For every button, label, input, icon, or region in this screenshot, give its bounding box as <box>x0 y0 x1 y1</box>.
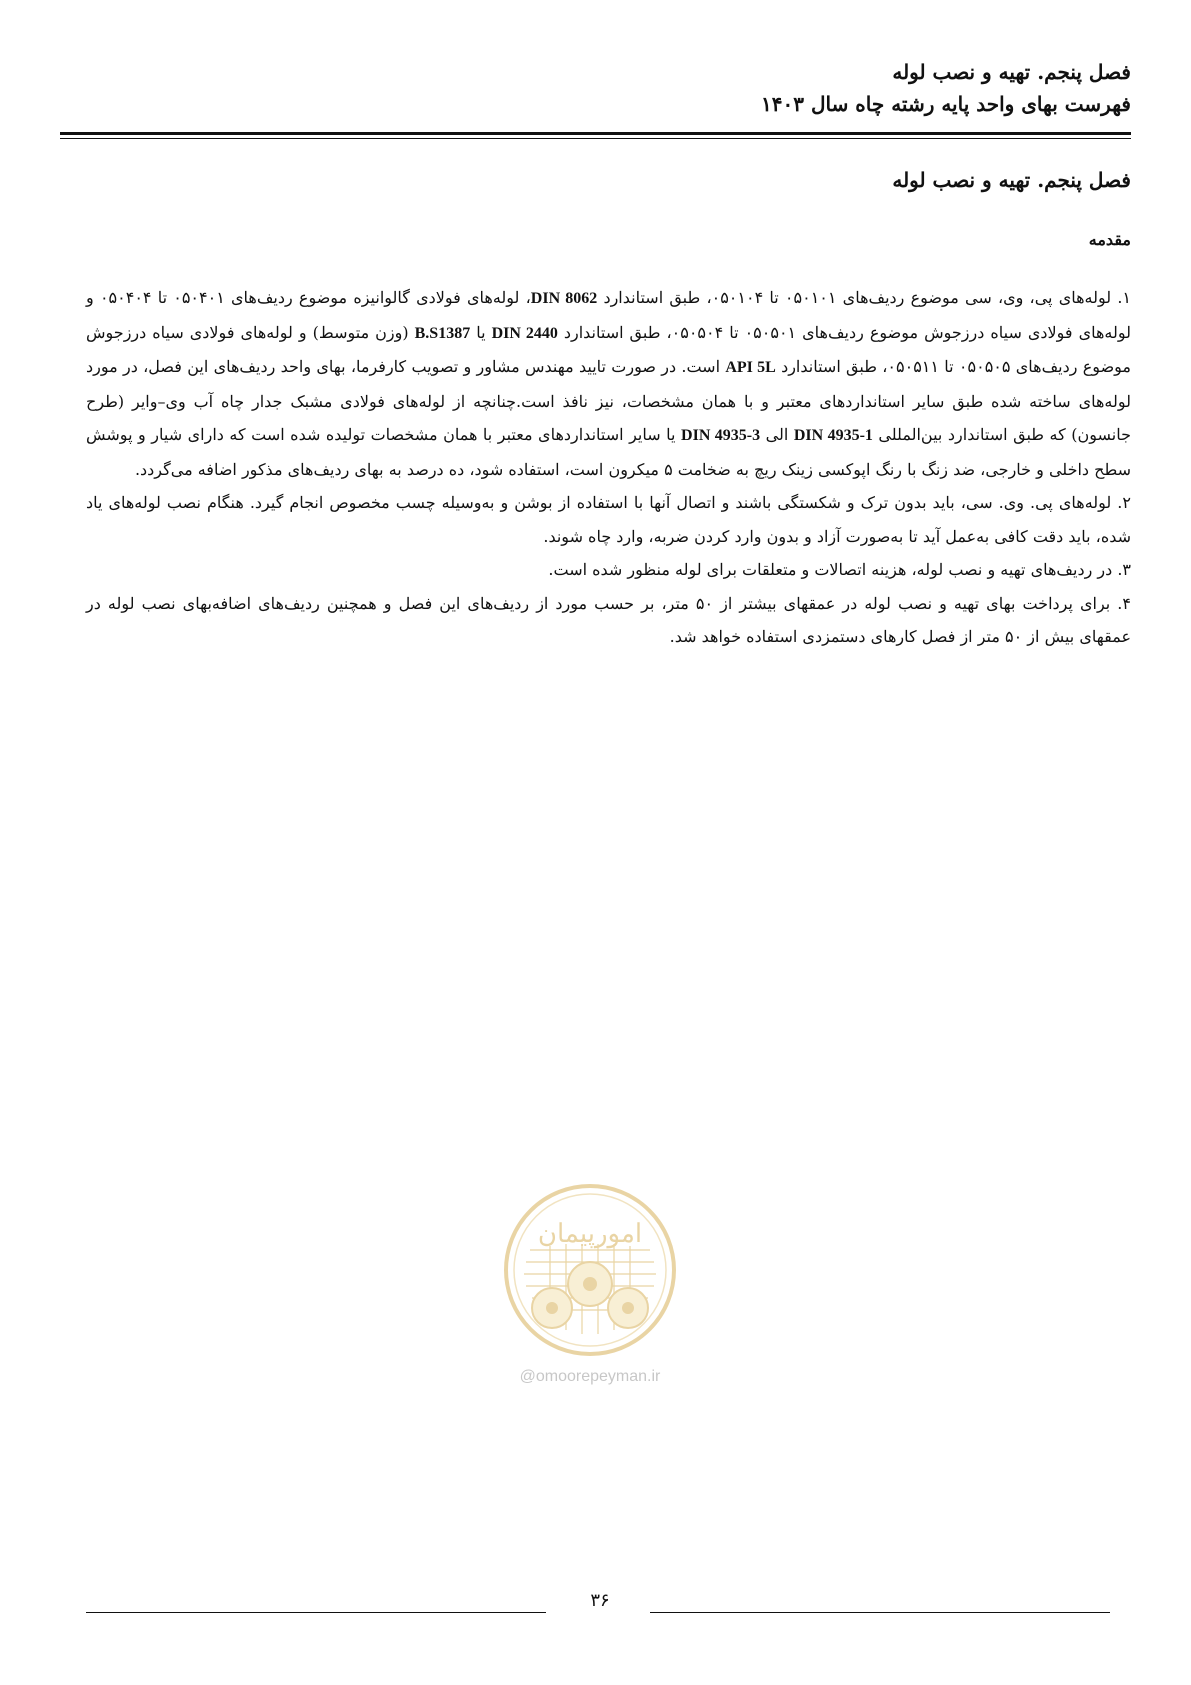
p1-text-c: ، لوله‌های فولادی گالوانیزه موضوع ردیف‌های ۰۵۰۴۰۱ تا ۰۵۰۴۰۴ و لوله‌های فولادی سیاه درزجوش موضوع ردیف‌های ۰۵۰۵۰۱ تا ۰۵۰۵۰۴، طبق استاندارد <box>86 288 1131 342</box>
paragraph-1 <box>86 281 1131 486</box>
p1-text-e: یا <box>476 322 486 342</box>
chapter-title: فصل پنجم. تهیه و نصب لوله <box>892 168 1131 192</box>
p1-text-m: یا سایر استانداردهای معتبر با همان مشخصات تولیده شده است که دارای شیار و پوشش سطح داخلی و خارجی، ضد زنگ با رنگ اپوکسی زینک ریچ به ضخامت ۵ میکرون است، استفاده شود، ده درصد به بهای ردیف‌های مذکور اضافه می‌گردد. <box>86 425 1131 479</box>
p1-text-a: ۱. لوله‌های پی، وی، سی موضوع ردیف‌های ۰۵۰۱۰۱ تا ۰۵۰۱۰۴، طبق استاندارد <box>603 288 1132 307</box>
p1-text-k: الی <box>765 425 789 444</box>
paragraph-2: ۲. لوله‌های پی. وی. سی، باید بدون ترک و شکستگی باشند و اتصال آنها با استفاده از بوشن و به‌وسیله چسب مخصوص انجام گیرد. هنگام نصب لوله‌های یاد شده، باید دقت کافی به‌عمل آید تا به‌صورت آزاد و بدون وارد کردن ضربه، وارد چاه شوند. <box>86 493 1131 546</box>
p1-text-g: (وزن متوسط) و لوله‌های فولادی سیاه درزجوش موضوع ردیف‌های ۰۵۰۵۰۵ تا ۰۵۰۵۱۱، طبق استاندارد <box>86 322 1131 376</box>
watermark <box>500 1180 680 1386</box>
header-document-title: فهرست بهای واحد پایه رشته چاه سال ۱۴۰۳ <box>761 92 1131 116</box>
page-number: ۳۶ <box>590 1590 610 1611</box>
p1-text-i: است. در صورت تایید مهندس مشاور و تصویب کارفرما، بهای واحد ردیف‌های این فصل، در مورد لوله‌های ساخته شده طبق سایر استانداردهای معتبر و با همان مشخصات، نیز نافذ است.چنانچه از لوله‌های فولادی مشبک جدار چاه آب وی–وایر (طرح جانسون) که طبق استاندارد بین‌المللی <box>86 357 1131 444</box>
p1-standard-bs1387: B.S1387 <box>414 324 471 342</box>
p1-standard-din2440: DIN 2440 <box>491 324 558 342</box>
section-title: مقدمه <box>1088 230 1131 249</box>
paragraph-3: ۳. در ردیف‌های تهیه و نصب لوله، هزینه اتصالات و متعلقات برای لوله منظور شده است. <box>548 560 1131 579</box>
footer-rule-right <box>650 1612 1110 1613</box>
paragraph-4: ۴. برای پرداخت بهای تهیه و نصب لوله در عمقهای بیشتر از ۵۰ متر، بر حسب مورد از ردیف‌های این فصل و همچنین ردیف‌های اضافه‌بهای نصب لوله در عمقهای بیش از ۵۰ متر از فصل کارهای دستمزدی استفاده خواهد شد. <box>86 593 1131 646</box>
p1-standard-din4935-3: DIN 4935-3 <box>681 427 761 444</box>
p1-standard-din8062: DIN 8062 <box>530 290 598 307</box>
running-header <box>761 56 1131 120</box>
header-rule-thin <box>60 138 1131 139</box>
watermark-logo-text: امورپیمان <box>537 1219 643 1249</box>
footer-rule-left <box>86 1612 546 1613</box>
header-rule-thick <box>60 132 1131 135</box>
body-text <box>86 281 1131 654</box>
p1-standard-din4935-1: DIN 4935-1 <box>793 427 873 444</box>
p1-standard-api5l: API 5L <box>725 359 776 376</box>
watermark-site: @omoorepeyman.ir <box>519 1368 661 1385</box>
watermark-logo-icon <box>500 1180 680 1360</box>
header-chapter: فصل پنجم. تهیه و نصب لوله <box>892 60 1131 84</box>
